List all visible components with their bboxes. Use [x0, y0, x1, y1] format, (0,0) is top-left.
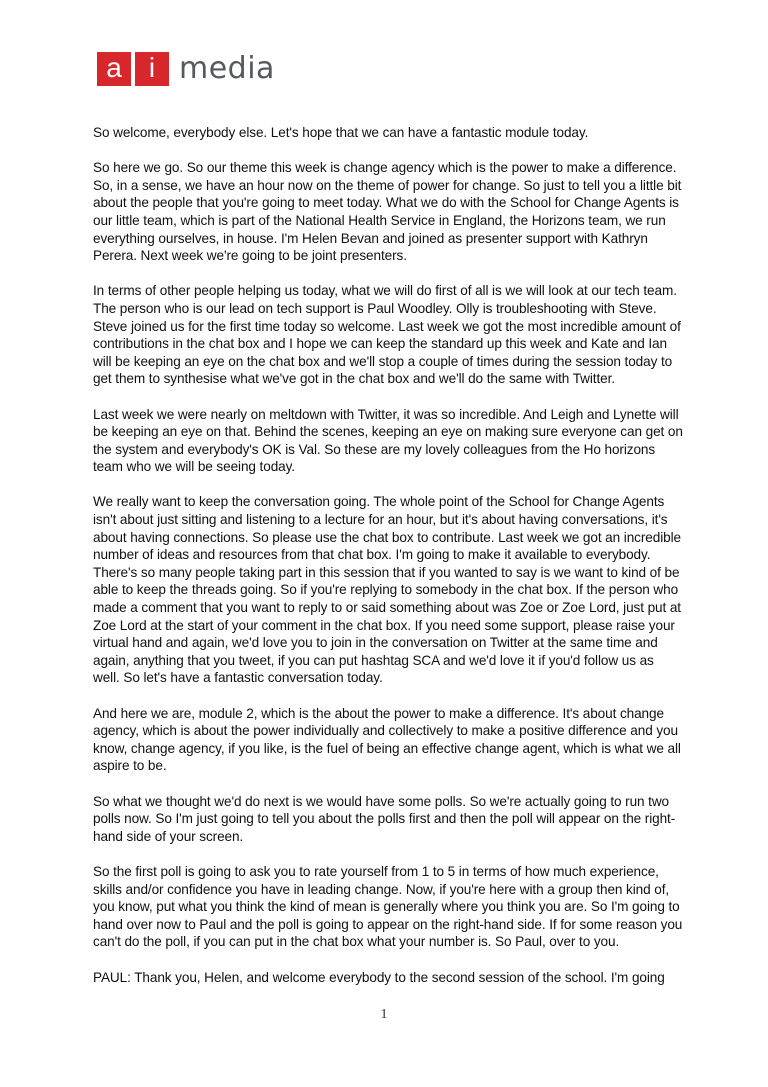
paragraph-8: So the first poll is going to ask you to rate yourself from 1 to 5 in terms of how much experience, skills and/or confidence you have in leading change. Now, if you're here with a group then kind of, you know, put what you think the kind of mean is generally where you think you are. So I'm going to hand over now to Paul and the poll is going to appear on the right-hand side. If for some reason you can't do the poll, if you can put in the chat box what your number is. So Paul, over to you. [93, 863, 683, 950]
paragraph-3: In terms of other people helping us today, what we will do first of all is we will look at our tech team. The person who is our lead on tech support is Paul Woodley. Olly is troubleshooting with Steve. Steve joined us for the first time today so welcome. Last week we got the most incredible amount of contributions in the chat box and I hope we can keep the standard up this week and Kate and Ian will be keeping an eye on the chat box and we'll stop a couple of times during the session today to get them to synthesise what we've got in the chat box and we'll do the same with Twitter. [93, 283, 681, 387]
logo-wordmark: media [179, 51, 275, 86]
paragraph-5: We really want to keep the conversation going. The whole point of the School for Change Agents isn't about just sitting and listening to a lecture for an hour, but it's about having conversations, it's about having connections. So please use the chat box to contribute. Last week we got an incredible number of ideas and resources from that chat box. I'm going to make it available to everybody. There's so many people taking part in this session that if you wanted to say is we want to kind of be able to keep the threads going. So if you're replying to somebody in the chat box. If the person who made a comment that you want to reply to or said something about was Zoe or Zoe Lord, just put at Zoe Lord at the start of your comment in the chat box. If you need some support, please raise your virtual hand and again, we'd love you to join in the conversation on Twitter at the same time and again, anything that you tweet, if you can put hashtag SCA and we'd love it if you'd follow us as well. So let's have a fantastic conversation today. [93, 494, 681, 686]
page-number: 1 [380, 1007, 388, 1022]
paragraph-6: And here we are, module 2, which is the about the power to make a difference. It's about change agency, which is about the power individually and collectively to make a positive difference and you know, change agency, if you like, is the fuel of being an effective change agent, which is what we all aspire to be. [93, 705, 681, 774]
paragraph-2: So here we go. So our theme this week is change agency which is the power to make a difference. So, in a sense, we have an hour now on the theme of power for change. So just to tell you a little bit about the people that you're going to meet today. What we do with the School for Change Agents is our little team, which is part of the National Health Service in England, the Horizons team, we run everything ourselves, in house. I'm Helen Bevan and joined as presenter support with Kathryn Perera. Next week we're going to be joint presenters. [93, 160, 682, 264]
paragraph-4: Last week we were nearly on meltdown with Twitter, it was so incredible. And Leigh and Lynette will be keeping an eye on that. Behind the scenes, keeping an eye on making sure everyone can get on the system and everybody's OK is Val. So these are my lovely colleagues from the Ho horizons team who we will be seeing today. [93, 406, 683, 475]
logo-letter-i-box: i [135, 52, 169, 86]
paragraph-9: PAUL: Thank you, Helen, and welcome everybody to the second session of the school. I'm going [93, 969, 665, 985]
logo-letter-a-box: a [97, 52, 131, 86]
ai-media-logo [97, 51, 275, 87]
paragraph-7: So what we thought we'd do next is we would have some polls. So we're actually going to run two polls now. So I'm just going to tell you about the polls first and then the poll will appear on the right-hand side of your screen. [93, 793, 676, 844]
paragraph-1: So welcome, everybody else. Let's hope that we can have a fantastic module today. [93, 125, 589, 140]
transcript-body [93, 124, 683, 1004]
